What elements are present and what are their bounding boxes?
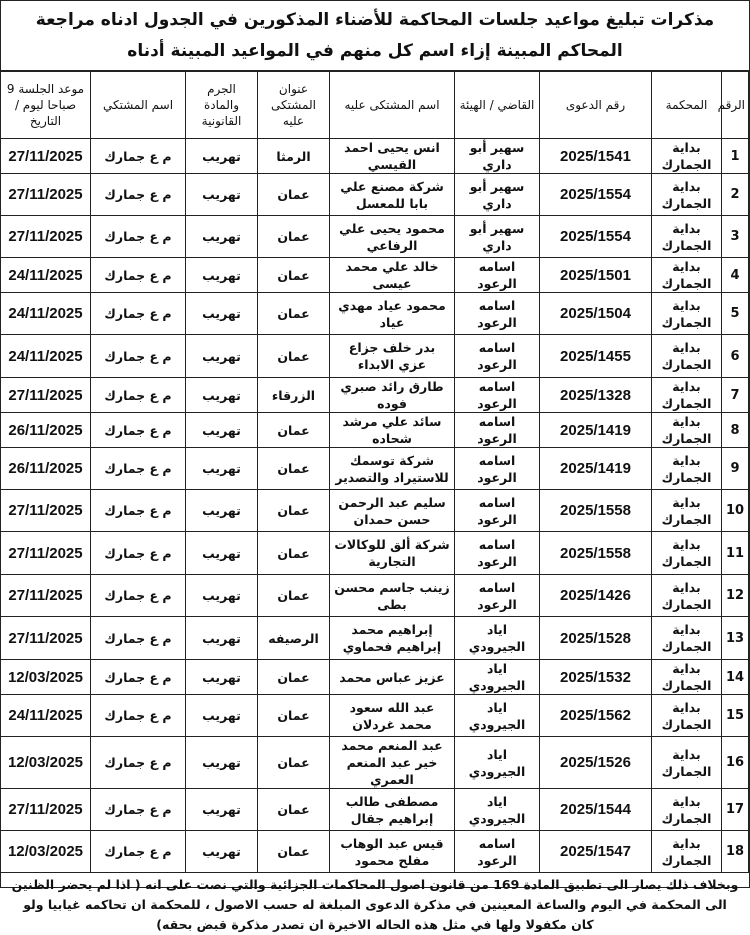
cell-complainant: م ع جمارك bbox=[91, 293, 186, 335]
cell-num: 6 bbox=[722, 335, 749, 378]
cell-num: 3 bbox=[722, 216, 749, 258]
cell-case: 2025/1528 bbox=[540, 617, 652, 660]
cell-crime: تهريب bbox=[186, 532, 258, 575]
cell-complainant: م ع جمارك bbox=[91, 831, 186, 873]
cell-court: بداية الجمارك bbox=[652, 174, 722, 216]
cell-crime: تهريب bbox=[186, 660, 258, 695]
cell-crime: تهريب bbox=[186, 139, 258, 174]
cell-court: بداية الجمارك bbox=[652, 695, 722, 737]
cell-complainant: م ع جمارك bbox=[91, 258, 186, 293]
cell-crime: تهريب bbox=[186, 490, 258, 532]
table-row bbox=[1, 378, 749, 413]
cell-judge: اسامه الرعود bbox=[455, 293, 540, 335]
cell-date: 26/11/2025 bbox=[1, 413, 91, 448]
table-row bbox=[1, 448, 749, 490]
cell-court: بداية الجمارك bbox=[652, 216, 722, 258]
cell-crime: تهريب bbox=[186, 737, 258, 789]
cell-case: 2025/1426 bbox=[540, 575, 652, 617]
cell-defendant: عزيز عباس محمد bbox=[330, 660, 455, 695]
cell-court: بداية الجمارك bbox=[652, 617, 722, 660]
cell-complainant: م ع جمارك bbox=[91, 174, 186, 216]
cell-date: 12/03/2025 bbox=[1, 737, 91, 789]
cell-address: عمان bbox=[258, 695, 330, 737]
header-num: الرقم bbox=[722, 72, 749, 139]
cell-complainant: م ع جمارك bbox=[91, 335, 186, 378]
cell-num: 10 bbox=[722, 490, 749, 532]
cell-date: 26/11/2025 bbox=[1, 448, 91, 490]
cell-judge: اسامه الرعود bbox=[455, 448, 540, 490]
cell-complainant: م ع جمارك bbox=[91, 695, 186, 737]
cell-crime: تهريب bbox=[186, 448, 258, 490]
cell-num: 11 bbox=[722, 532, 749, 575]
cell-judge: اسامه الرعود bbox=[455, 575, 540, 617]
cell-num: 5 bbox=[722, 293, 749, 335]
cell-complainant: م ع جمارك bbox=[91, 413, 186, 448]
cell-num: 7 bbox=[722, 378, 749, 413]
cell-address: عمان bbox=[258, 216, 330, 258]
cell-court: بداية الجمارك bbox=[652, 139, 722, 174]
table-body bbox=[1, 139, 749, 873]
cell-crime: تهريب bbox=[186, 575, 258, 617]
cell-address: عمان bbox=[258, 258, 330, 293]
cell-case: 2025/1532 bbox=[540, 660, 652, 695]
cell-case: 2025/1554 bbox=[540, 174, 652, 216]
cell-crime: تهريب bbox=[186, 789, 258, 831]
cell-judge: اياد الجيرودي bbox=[455, 789, 540, 831]
header-date: موعد الجلسة 9 صباحا ليوم / التاريخ bbox=[1, 72, 91, 139]
cell-num: 14 bbox=[722, 660, 749, 695]
cell-crime: تهريب bbox=[186, 831, 258, 873]
cell-judge: اياد الجيرودي bbox=[455, 617, 540, 660]
cell-complainant: م ع جمارك bbox=[91, 216, 186, 258]
table-row bbox=[1, 532, 749, 575]
cell-court: بداية الجمارك bbox=[652, 378, 722, 413]
cell-court: بداية الجمارك bbox=[652, 490, 722, 532]
cell-defendant: محمود عياد مهدي عياد bbox=[330, 293, 455, 335]
cell-num: 12 bbox=[722, 575, 749, 617]
cell-defendant: عبد المنعم محمد خير عبد المنعم العمري bbox=[330, 737, 455, 789]
cell-crime: تهريب bbox=[186, 293, 258, 335]
table-row bbox=[1, 335, 749, 378]
cell-defendant: مصطفى طالب إبراهيم جقال bbox=[330, 789, 455, 831]
cell-date: 12/03/2025 bbox=[1, 831, 91, 873]
cell-num: 4 bbox=[722, 258, 749, 293]
cell-address: عمان bbox=[258, 490, 330, 532]
cell-judge: سهير أبو داري bbox=[455, 139, 540, 174]
cell-date: 12/03/2025 bbox=[1, 660, 91, 695]
cell-date: 27/11/2025 bbox=[1, 174, 91, 216]
header-address: عنوان المشتكى عليه bbox=[258, 72, 330, 139]
cell-judge: اسامه الرعود bbox=[455, 490, 540, 532]
header-crime: الجرم والمادة القانونية bbox=[186, 72, 258, 139]
cell-case: 2025/1501 bbox=[540, 258, 652, 293]
cell-defendant: شركة مصنع علي بابا للمعسل bbox=[330, 174, 455, 216]
cell-date: 27/11/2025 bbox=[1, 139, 91, 174]
cell-date: 24/11/2025 bbox=[1, 695, 91, 737]
cell-court: بداية الجمارك bbox=[652, 335, 722, 378]
cell-case: 2025/1328 bbox=[540, 378, 652, 413]
cell-address: عمان bbox=[258, 413, 330, 448]
cell-court: بداية الجمارك bbox=[652, 448, 722, 490]
table-row bbox=[1, 216, 749, 258]
header-case: رقم الدعوى bbox=[540, 72, 652, 139]
table-row bbox=[1, 617, 749, 660]
legal-notice-footer: وبخلاف ذلك يصار الى تطبيق المادة 169 من قانون اصول المحاكمات الجزائية والتي نصت على انه ( اذا لم يحضر الظنين الى المحكمة في اليوم والساعة المعينين في مذكرة الدعوى المبلغة له حسب الاصول ، للمحكمة ان تحاكمه غيابيا ولو كان مكفولا ولها في مثل هذه الحاله الاخيرة ان تصدر مذكرة قبض بحقه) bbox=[11, 877, 739, 932]
header-complainant: اسم المشتكي bbox=[91, 72, 186, 139]
cell-crime: تهريب bbox=[186, 258, 258, 293]
cell-address: عمان bbox=[258, 448, 330, 490]
table-row bbox=[1, 490, 749, 532]
table-row bbox=[1, 660, 749, 695]
cell-complainant: م ع جمارك bbox=[91, 575, 186, 617]
cell-judge: سهير أبو داري bbox=[455, 174, 540, 216]
cell-complainant: م ع جمارك bbox=[91, 617, 186, 660]
cell-complainant: م ع جمارك bbox=[91, 737, 186, 789]
cell-court: بداية الجمارك bbox=[652, 258, 722, 293]
cell-complainant: م ع جمارك bbox=[91, 448, 186, 490]
cell-date: 24/11/2025 bbox=[1, 258, 91, 293]
cell-case: 2025/1558 bbox=[540, 532, 652, 575]
cell-defendant: زينب جاسم محسن بطى bbox=[330, 575, 455, 617]
cell-case: 2025/1554 bbox=[540, 216, 652, 258]
cell-court: بداية الجمارك bbox=[652, 413, 722, 448]
cell-complainant: م ع جمارك bbox=[91, 139, 186, 174]
cell-date: 27/11/2025 bbox=[1, 532, 91, 575]
table-row bbox=[1, 575, 749, 617]
cell-judge: اياد الجيرودي bbox=[455, 695, 540, 737]
cell-crime: تهريب bbox=[186, 617, 258, 660]
table-row bbox=[1, 413, 749, 448]
header-court: المحكمة bbox=[652, 72, 722, 139]
page-title: مذكرات تبليغ مواعيد جلسات المحاكمة للأضناء المذكورين في الجدول ادناه مراجعة المحاكم المبينة إزاء اسم كل منهم في المواعيد المبينة أدناه bbox=[1, 1, 749, 71]
cell-date: 27/11/2025 bbox=[1, 575, 91, 617]
cell-date: 24/11/2025 bbox=[1, 293, 91, 335]
cell-address: عمان bbox=[258, 660, 330, 695]
cell-defendant: شركة توسمك للاستيراد والتصدير bbox=[330, 448, 455, 490]
cell-crime: تهريب bbox=[186, 695, 258, 737]
cell-crime: تهريب bbox=[186, 378, 258, 413]
cell-address: عمان bbox=[258, 831, 330, 873]
table-row bbox=[1, 695, 749, 737]
cell-case: 2025/1541 bbox=[540, 139, 652, 174]
cell-crime: تهريب bbox=[186, 174, 258, 216]
cell-court: بداية الجمارك bbox=[652, 831, 722, 873]
cell-court: بداية الجمارك bbox=[652, 575, 722, 617]
cell-crime: تهريب bbox=[186, 413, 258, 448]
cell-defendant: إبراهيم محمد إبراهيم فحماوي bbox=[330, 617, 455, 660]
cell-date: 27/11/2025 bbox=[1, 216, 91, 258]
cell-defendant: قيس عبد الوهاب مفلح محمود bbox=[330, 831, 455, 873]
cell-complainant: م ع جمارك bbox=[91, 378, 186, 413]
table-row bbox=[1, 174, 749, 216]
cell-complainant: م ع جمارك bbox=[91, 532, 186, 575]
cell-address: عمان bbox=[258, 737, 330, 789]
cell-crime: تهريب bbox=[186, 216, 258, 258]
cell-judge: اسامه الرعود bbox=[455, 413, 540, 448]
cell-address: الرصيفه bbox=[258, 617, 330, 660]
cell-address: عمان bbox=[258, 174, 330, 216]
cell-defendant: محمود يحيى علي الرفاعي bbox=[330, 216, 455, 258]
cell-date: 27/11/2025 bbox=[1, 617, 91, 660]
cell-defendant: بدر خلف جزاع عزي الابداء bbox=[330, 335, 455, 378]
header-defendant: اسم المشتكى عليه bbox=[330, 72, 455, 139]
table-row bbox=[1, 293, 749, 335]
cell-judge: اسامه الرعود bbox=[455, 831, 540, 873]
cell-num: 1 bbox=[722, 139, 749, 174]
cell-court: بداية الجمارك bbox=[652, 293, 722, 335]
cell-num: 15 bbox=[722, 695, 749, 737]
cell-address: عمان bbox=[258, 575, 330, 617]
cell-address: الرمثا bbox=[258, 139, 330, 174]
table-row bbox=[1, 139, 749, 174]
table-row bbox=[1, 831, 749, 873]
cell-case: 2025/1562 bbox=[540, 695, 652, 737]
cell-case: 2025/1547 bbox=[540, 831, 652, 873]
cell-address: عمان bbox=[258, 532, 330, 575]
cell-court: بداية الجمارك bbox=[652, 660, 722, 695]
cell-date: 27/11/2025 bbox=[1, 490, 91, 532]
cell-judge: اياد الجيرودي bbox=[455, 737, 540, 789]
table-row bbox=[1, 737, 749, 789]
table-header-row bbox=[1, 72, 749, 139]
cell-defendant: سائد علي مرشد شحاده bbox=[330, 413, 455, 448]
cell-case: 2025/1558 bbox=[540, 490, 652, 532]
cell-defendant: سليم عبد الرحمن حسن حمدان bbox=[330, 490, 455, 532]
cell-judge: سهير أبو داري bbox=[455, 216, 540, 258]
cell-court: بداية الجمارك bbox=[652, 737, 722, 789]
cell-case: 2025/1526 bbox=[540, 737, 652, 789]
cell-judge: اياد الجيرودي bbox=[455, 660, 540, 695]
cell-date: 27/11/2025 bbox=[1, 378, 91, 413]
cell-case: 2025/1419 bbox=[540, 448, 652, 490]
cell-num: 13 bbox=[722, 617, 749, 660]
cell-complainant: م ع جمارك bbox=[91, 660, 186, 695]
cell-court: بداية الجمارك bbox=[652, 789, 722, 831]
table-row bbox=[1, 789, 749, 831]
cell-case: 2025/1544 bbox=[540, 789, 652, 831]
hearings-table bbox=[0, 71, 749, 873]
cell-defendant: انس يحيى احمد القيسي bbox=[330, 139, 455, 174]
cell-defendant: خالد علي محمد عيسى bbox=[330, 258, 455, 293]
cell-num: 2 bbox=[722, 174, 749, 216]
cell-date: 24/11/2025 bbox=[1, 335, 91, 378]
cell-complainant: م ع جمارك bbox=[91, 789, 186, 831]
cell-case: 2025/1504 bbox=[540, 293, 652, 335]
cell-defendant: طارق رائد صبري فوده bbox=[330, 378, 455, 413]
table-row bbox=[1, 258, 749, 293]
cell-judge: اسامه الرعود bbox=[455, 532, 540, 575]
cell-address: عمان bbox=[258, 789, 330, 831]
cell-address: عمان bbox=[258, 293, 330, 335]
cell-num: 18 bbox=[722, 831, 749, 873]
cell-address: عمان bbox=[258, 335, 330, 378]
cell-address: الزرقاء bbox=[258, 378, 330, 413]
cell-case: 2025/1419 bbox=[540, 413, 652, 448]
cell-num: 9 bbox=[722, 448, 749, 490]
cell-num: 17 bbox=[722, 789, 749, 831]
cell-complainant: م ع جمارك bbox=[91, 490, 186, 532]
header-judge: القاضي / الهيئة bbox=[455, 72, 540, 139]
cell-judge: اسامه الرعود bbox=[455, 258, 540, 293]
cell-judge: اسامه الرعود bbox=[455, 335, 540, 378]
cell-defendant: عبد الله سعود محمد غردلان bbox=[330, 695, 455, 737]
cell-defendant: شركة ألق للوكالات التجارية bbox=[330, 532, 455, 575]
cell-judge: اسامه الرعود bbox=[455, 378, 540, 413]
cell-num: 8 bbox=[722, 413, 749, 448]
cell-crime: تهريب bbox=[186, 335, 258, 378]
cell-date: 27/11/2025 bbox=[1, 789, 91, 831]
cell-court: بداية الجمارك bbox=[652, 532, 722, 575]
cell-num: 16 bbox=[722, 737, 749, 789]
cell-case: 2025/1455 bbox=[540, 335, 652, 378]
